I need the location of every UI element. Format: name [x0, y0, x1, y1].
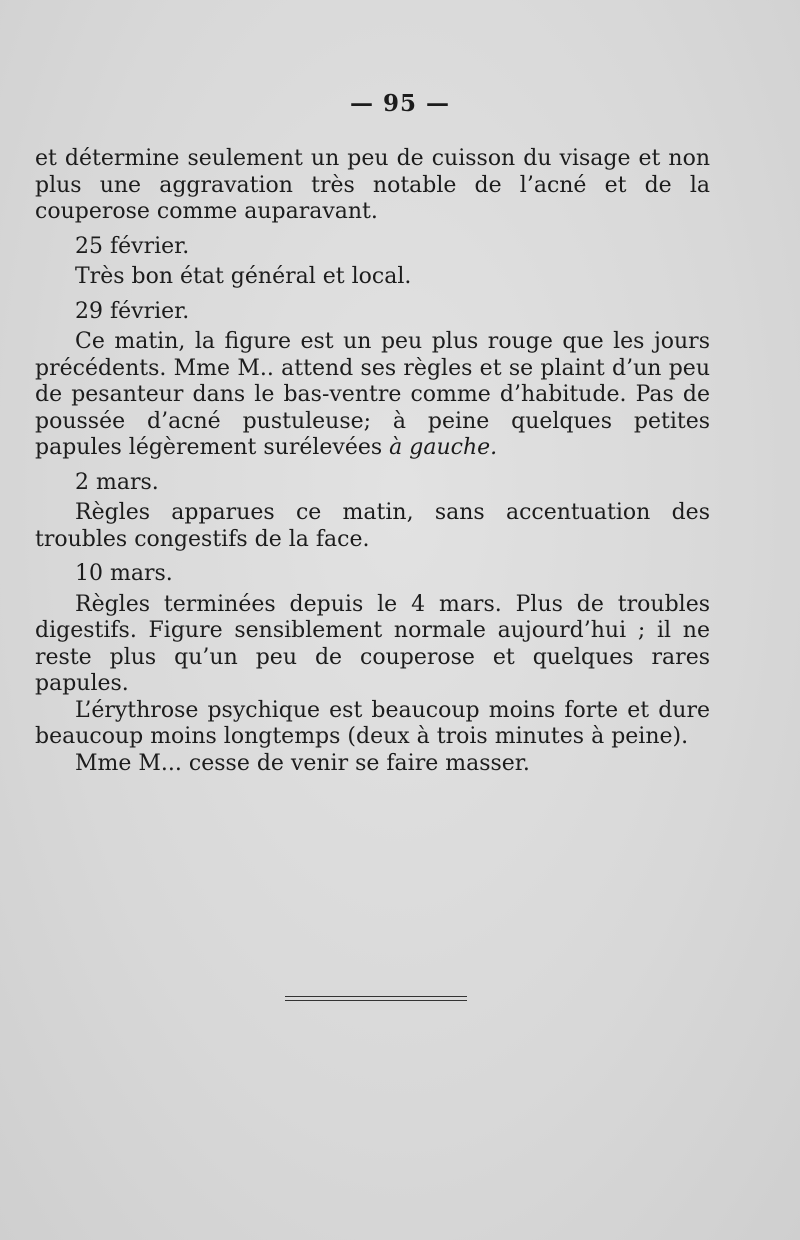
paragraph: Règles apparues ce matin, sans accentuation des troubles congestifs de la face. — [35, 500, 710, 552]
rule-line — [285, 1000, 467, 1001]
date-entry: 10 mars. — [75, 561, 173, 586]
date-entry: 29 février. — [75, 298, 190, 324]
paragraph-text: Ce matin, la figure est un peu plus rouge que les jours précédents. Mme M.. attend ses règles et se plaint d’un peu de pesanteur dans le bas-ventre comme d’habitude. Pas de poussée d’acné pustuleuse; à peine quelques petites papules légèrement surélevées — [35, 329, 710, 460]
paragraph — [35, 329, 710, 462]
rule-line — [285, 996, 467, 997]
paragraph: Très bon état général et local. — [75, 264, 412, 289]
italic-text: à gauche. — [389, 435, 498, 460]
paragraph-continuation: et détermine seulement un peu de cuisson du visage et non plus une aggravation très notable de l’acné et de la couperose comme auparavant. — [35, 146, 710, 224]
paragraph: Règles terminées depuis le 4 mars. Plus de troubles digestifs. Figure sensiblement normale aujourd’hui ; il ne reste plus qu’un peu de couperose et quelques rares papules. — [35, 591, 710, 696]
end-rule — [285, 996, 467, 1004]
page-number: — 95 — — [349, 90, 451, 117]
date-entry: 2 mars. — [75, 469, 159, 495]
paragraph: Mme M... cesse de venir se faire masser. — [75, 750, 530, 776]
paragraph: L’érythrose psychique est beaucoup moins forte et dure beaucoup moins longtemps (deux à trois minutes à peine). — [35, 697, 710, 749]
body-text — [35, 146, 710, 777]
date-entry: 25 février. — [75, 233, 190, 259]
